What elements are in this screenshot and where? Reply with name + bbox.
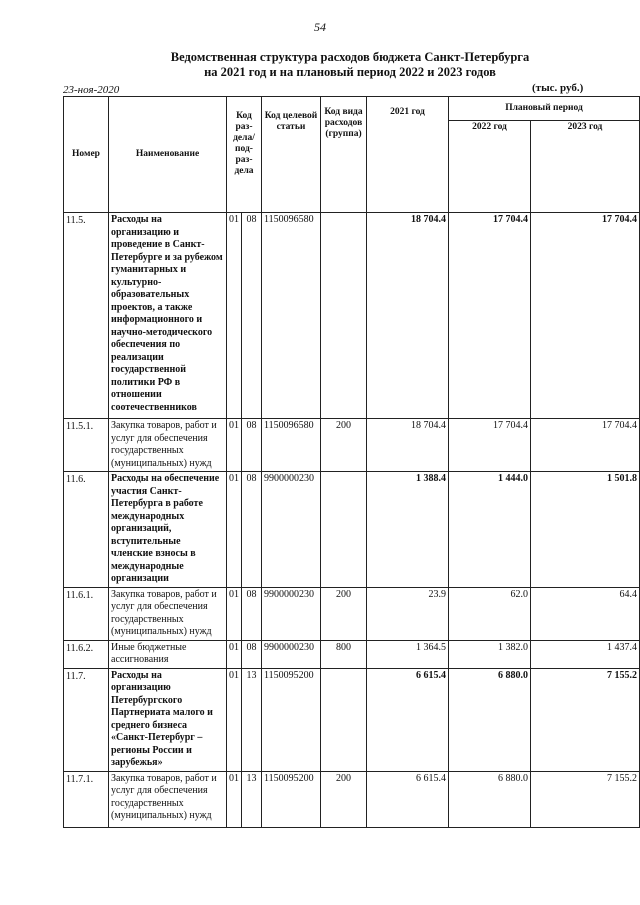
row-section-code: 01 [227, 771, 242, 827]
row-value-2022: 6 880.0 [449, 668, 531, 771]
row-value-2021: 6 615.4 [367, 668, 449, 771]
row-expense-type [321, 213, 367, 419]
row-value-2022: 1 382.0 [449, 640, 531, 668]
row-number: 11.5. [64, 213, 109, 419]
row-number: 11.5.1. [64, 419, 109, 472]
row-value-2022: 17 704.4 [449, 419, 531, 472]
row-target-code: 1150096580 [262, 213, 321, 419]
row-name: Расходы на обеспечение участия Санкт-Петербурга в работе международных организаций, вступительные членские взносы в международные организации [109, 472, 227, 588]
row-value-2022: 6 880.0 [449, 771, 531, 827]
units-label: (тыс. руб.) [532, 82, 584, 94]
row-value-2021: 1 388.4 [367, 472, 449, 588]
row-value-2023: 1 501.8 [531, 472, 640, 588]
header-name: Наименование [109, 97, 227, 213]
row-name: Расходы на организацию и проведение в Санкт-Петербурге и за рубежом гуманитарных и культурно-образовательных проектов, а также информационного и научно-методического обеспечения по реализации государственной политики РФ в отношении соотечественников [109, 213, 227, 419]
row-value-2023: 7 155.2 [531, 668, 640, 771]
row-target-code: 9900000230 [262, 472, 321, 588]
table-row [64, 472, 640, 588]
row-name: Закупка товаров, работ и услуг для обеспечения государственных (муниципальных) нужд [109, 587, 227, 640]
header-section: Код раз-дела/ под-раз-дела [227, 97, 262, 213]
row-value-2023: 7 155.2 [531, 771, 640, 827]
row-subsection-code: 08 [242, 419, 262, 472]
row-value-2021: 18 704.4 [367, 213, 449, 419]
row-expense-type [321, 472, 367, 588]
table-row [64, 419, 640, 472]
table-body [64, 213, 640, 828]
row-expense-type: 200 [321, 587, 367, 640]
row-value-2021: 23.9 [367, 587, 449, 640]
table-row [64, 587, 640, 640]
row-value-2023: 64.4 [531, 587, 640, 640]
title-line-1: Ведомственная структура расходов бюджета Санкт-Петербурга [170, 50, 530, 64]
row-section-code: 01 [227, 213, 242, 419]
row-section-code: 01 [227, 587, 242, 640]
title-line-2: на 2021 год и на плановый период 2022 и 2023 годов [204, 65, 496, 79]
table-row [64, 213, 640, 419]
header-expense-type: Код вида расходов (группа) [321, 97, 367, 213]
row-name: Закупка товаров, работ и услуг для обеспечения государственных (муниципальных) нужд [109, 771, 227, 827]
header-2022: 2022 год [449, 121, 531, 213]
table-row [64, 668, 640, 771]
row-value-2021: 1 364.5 [367, 640, 449, 668]
row-value-2022: 1 444.0 [449, 472, 531, 588]
header-target: Код целевой статьи [262, 97, 321, 213]
row-subsection-code: 08 [242, 472, 262, 588]
row-name: Расходы на организацию Петербургского Партнериата малого и среднего бизнеса «Санкт-Петербург – регионы России и зарубежья» [109, 668, 227, 771]
row-section-code: 01 [227, 419, 242, 472]
budget-table [63, 96, 640, 828]
table-row [64, 771, 640, 827]
row-value-2023: 1 437.4 [531, 640, 640, 668]
row-expense-type: 800 [321, 640, 367, 668]
row-section-code: 01 [227, 668, 242, 771]
row-target-code: 9900000230 [262, 640, 321, 668]
header-2023: 2023 год [531, 121, 640, 213]
row-expense-type [321, 668, 367, 771]
table-row [64, 640, 640, 668]
row-section-code: 01 [227, 472, 242, 588]
row-number: 11.6.2. [64, 640, 109, 668]
document-date: 23-ноя-2020 [63, 84, 120, 96]
row-target-code: 9900000230 [262, 587, 321, 640]
row-expense-type: 200 [321, 771, 367, 827]
row-target-code: 1150095200 [262, 668, 321, 771]
row-section-code: 01 [227, 640, 242, 668]
page-number: 54 [314, 20, 326, 34]
header-number: Номер [64, 97, 109, 213]
row-name: Иные бюджетные ассигнования [109, 640, 227, 668]
row-subsection-code: 08 [242, 640, 262, 668]
row-subsection-code: 08 [242, 213, 262, 419]
document-title [110, 50, 590, 80]
row-name: Закупка товаров, работ и услуг для обеспечения государственных (муниципальных) нужд [109, 419, 227, 472]
row-value-2023: 17 704.4 [531, 213, 640, 419]
row-number: 11.6.1. [64, 587, 109, 640]
row-number: 11.7.1. [64, 771, 109, 827]
row-value-2021: 6 615.4 [367, 771, 449, 827]
row-expense-type: 200 [321, 419, 367, 472]
row-subsection-code: 13 [242, 668, 262, 771]
row-value-2022: 17 704.4 [449, 213, 531, 419]
row-number: 11.6. [64, 472, 109, 588]
row-value-2022: 62.0 [449, 587, 531, 640]
row-value-2023: 17 704.4 [531, 419, 640, 472]
header-2021: 2021 год [367, 97, 449, 213]
row-number: 11.7. [64, 668, 109, 771]
row-target-code: 1150095200 [262, 771, 321, 827]
row-target-code: 1150096580 [262, 419, 321, 472]
header-planned-period: Плановый период [449, 97, 640, 121]
row-value-2021: 18 704.4 [367, 419, 449, 472]
row-subsection-code: 08 [242, 587, 262, 640]
row-subsection-code: 13 [242, 771, 262, 827]
